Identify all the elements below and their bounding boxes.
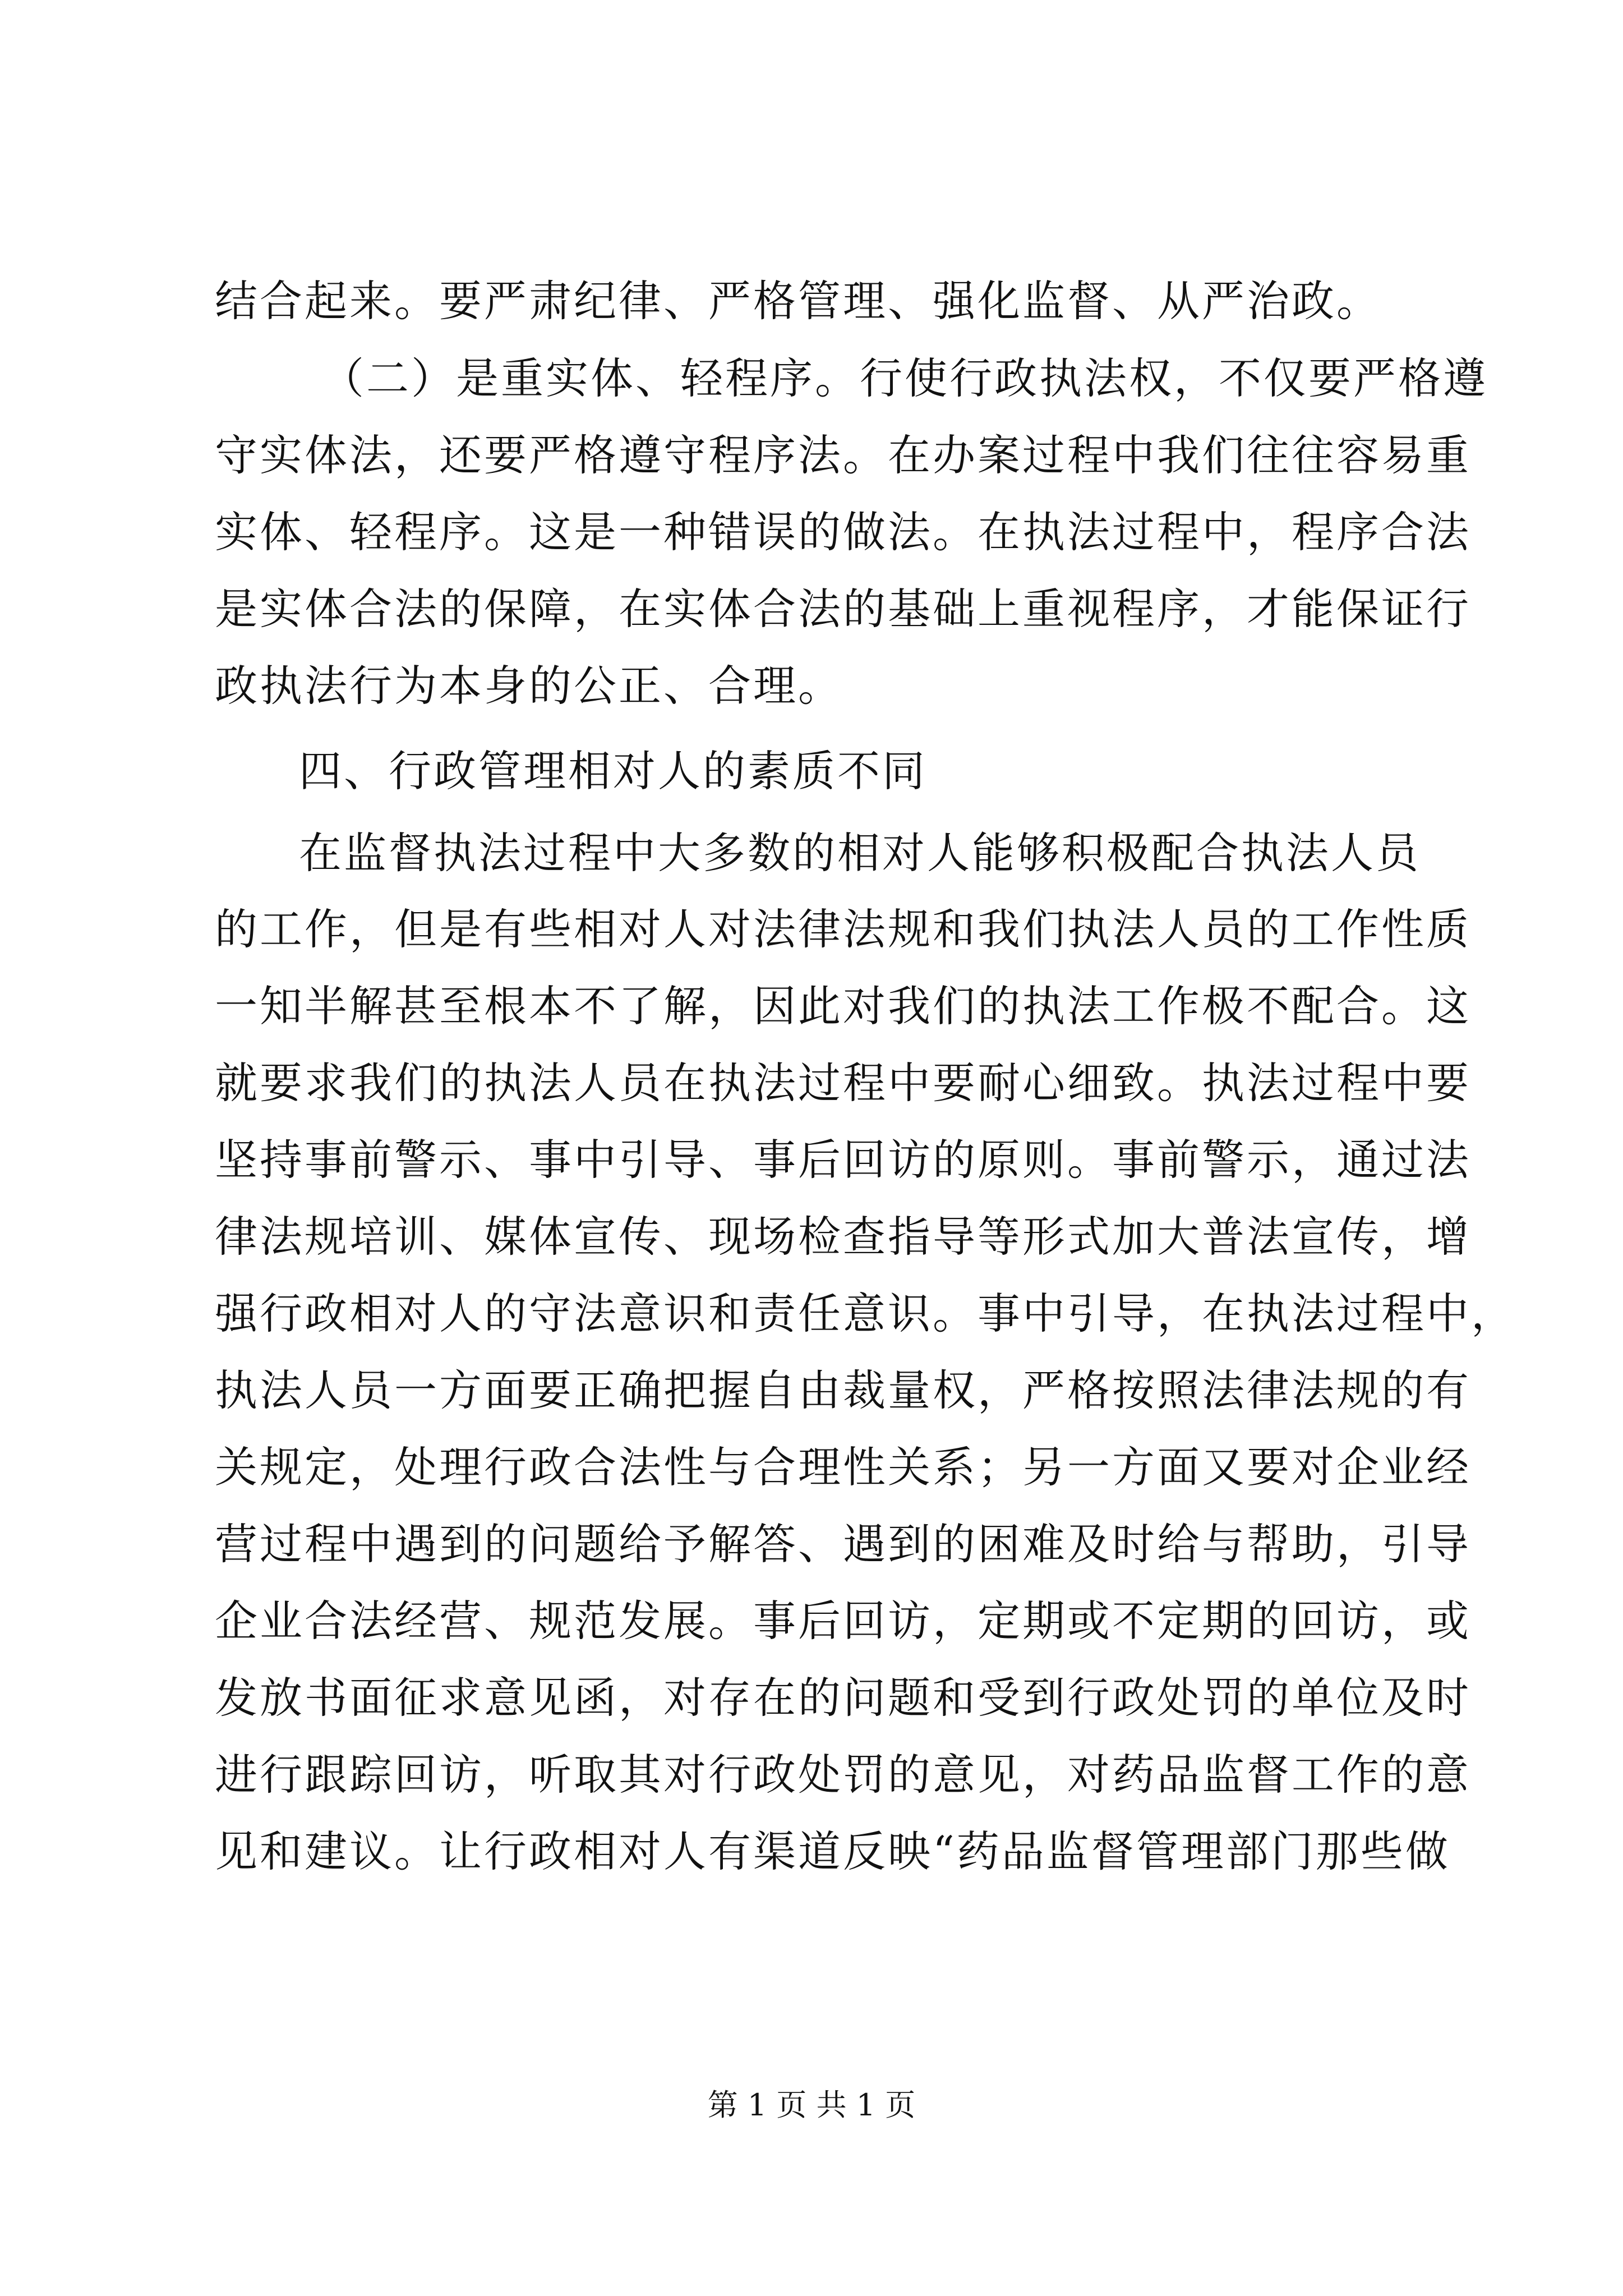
text-line-21: 见和建议。让行政相对人有渠道反映“药品监督管理部门那些做 (215, 1826, 1450, 1876)
text-line-4: 实体、轻程序。这是一种错误的做法。在执法过程中，程序合法 (215, 507, 1471, 557)
section-heading: 四、行政管理相对人的素质不同 (299, 746, 927, 796)
page-footer: 第 1 页 共 1 页 (707, 2087, 916, 2123)
text-line-8: 在监督执法过程中大多数的相对人能够积极配合执法人员 (299, 828, 1421, 878)
text-line-11: 就要求我们的执法人员在执法过程中要耐心细致。执法过程中要 (215, 1058, 1471, 1108)
text-line-12: 坚持事前警示、事中引导、事后回访的原则。事前警示，通过法 (215, 1135, 1471, 1185)
text-line-13: 律法规培训、媒体宣传、现场检查指导等形式加大普法宣传，增 (215, 1212, 1471, 1262)
text-line-2: （二）是重实体、轻程序。行使行政执法权，不仅要严格遵 (321, 353, 1488, 403)
text-line-15: 执法人员一方面要正确把握自由裁量权，严格按照法律法规的有 (215, 1365, 1471, 1415)
text-line-5: 是实体合法的保障，在实体合法的基础上重视程序，才能保证行 (215, 584, 1471, 634)
text-line-10: 一知半解甚至根本不了解，因此对我们的执法工作极不配合。这 (215, 981, 1471, 1031)
text-line-9: 的工作，但是有些相对人对法律法规和我们执法人员的工作性质 (215, 904, 1471, 954)
text-line-19: 发放书面征求意见函，对存在的问题和受到行政处罚的单位及时 (215, 1673, 1471, 1723)
text-line-1: 结合起来。要严肃纪律、严格管理、强化监督、从严治政。 (215, 276, 1381, 326)
text-line-17: 营过程中遇到的问题给予解答、遇到的困难及时给与帮助，引导 (215, 1519, 1471, 1569)
text-line-3: 守实体法，还要严格遵守程序法。在办案过程中我们往往容易重 (215, 430, 1471, 480)
text-line-14: 强行政相对人的守法意识和责任意识。事中引导，在执法过程中， (215, 1289, 1516, 1338)
text-line-16: 关规定，处理行政合法性与合理性关系；另一方面又要对企业经 (215, 1442, 1471, 1492)
text-line-20: 进行跟踪回访，听取其对行政处罚的意见，对药品监督工作的意 (215, 1750, 1471, 1800)
text-line-18: 企业合法经营、规范发展。事后回访，定期或不定期的回访，或 (215, 1596, 1471, 1646)
text-line-6: 政执法行为本身的公正、合理。 (215, 661, 843, 711)
